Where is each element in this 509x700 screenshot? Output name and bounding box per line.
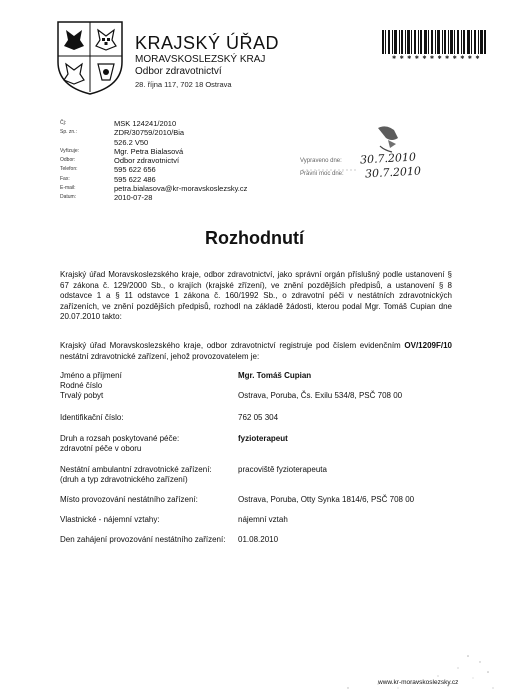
- meta-row-spzn: Sp. zn.: ZDR/30759/2010/Bia: [60, 128, 185, 138]
- care-type-label: Druh a rozsah poskytované péče:: [60, 434, 180, 443]
- stamp-legal-force-label: Právní moc dne:: [300, 171, 344, 177]
- name-value: Mgr. Tomáš Cupian: [238, 371, 312, 380]
- decision-paragraph: Krajský úřad Moravskoslezského kraje, odbor zdravotnictví, jako správní orgán příslušný podle ustanovení § 67 zákona č. 129/2000 Sb., o krajích (krajské zřízení), ve znění pozdějších předpisů, a ustanovení § 8 odstavce 1 a § 11 odstavce 1 zákona č. 160/1992 Sb., o zdravotní péči v nestátních zdravotnických zařízeních, ve znění pozdějších předpisů, rozhodl na základě žádosti, kterou podal Mgr. Tomáš Cupian dne 20.07.2010 takto:: [60, 270, 452, 322]
- registration-paragraph: Krajský úřad Moravskoslezského kraje, odbor zdravotnictví registruje pod číslem evidenčním OV/1209F/10 nestátní zdravotnické zařízení, jehož provozovatelem je:: [60, 341, 452, 361]
- ownership-value: nájemní vztah: [238, 515, 288, 524]
- barcode-number: ✱ ✱ ✱ ✱ ✱ ✱ ✱ ✱ ✱ ✱ ✱ ✱: [392, 55, 481, 61]
- id-label: Identifikační číslo:: [60, 413, 124, 422]
- authority-region: MORAVSKOSLEZSKÝ KRAJ: [135, 54, 266, 65]
- care-field-label: zdravotní péče v oboru: [60, 444, 142, 453]
- place-label: Místo provozování nestátního zařízení:: [60, 495, 198, 504]
- facility-type-label: (druh a typ zdravotnického zařízení): [60, 475, 188, 484]
- birth-number-label: Rodné číslo: [60, 381, 103, 390]
- care-value: fyzioterapeut: [238, 434, 288, 443]
- meta-row-cj: Čj: MSK 124241/2010: [60, 119, 177, 128]
- scan-artifact: [318, 648, 498, 694]
- document-title: Rozhodnutí: [205, 228, 304, 248]
- meta-row-department: Odbor: Odbor zdravotnictví: [60, 156, 180, 166]
- name-label: Jméno a příjmení: [60, 371, 122, 380]
- meta-row-code: 526.2 V50: [114, 137, 149, 147]
- footer-website-link[interactable]: www.kr-moravskoslezsky.cz: [378, 679, 459, 686]
- barcode-image: [382, 30, 486, 54]
- coat-of-arms-logo: [54, 18, 126, 96]
- meta-row-phone: Telefon: 595 622 656: [60, 165, 156, 175]
- meta-row-fax: Fax: 595 622 486: [60, 174, 156, 184]
- meta-row-handler: Vyřizuje: Mgr. Petra Bialasová: [60, 146, 184, 156]
- start-date-value: 01.08.2010: [238, 535, 279, 544]
- meta-row-date: Datum: 2010-07-28: [60, 193, 153, 203]
- residence-label: Trvalý pobyt: [60, 391, 104, 400]
- registration-number: OV/1209F/10: [404, 341, 452, 350]
- handwritten-date-2: 30.7.2010: [364, 164, 422, 181]
- reference-block: [60, 120, 320, 204]
- ownership-label: Vlastnické - nájemní vztahy:: [60, 515, 160, 524]
- authority-title: KRAJSKÝ ÚŘAD: [135, 33, 280, 53]
- place-value: Ostrava, Poruba, Otty Synka 1814/6, PSČ 708 00: [238, 495, 415, 504]
- id-value: 762 05 304: [238, 413, 279, 422]
- authority-address: 28. října 117, 702 18 Ostrava: [135, 80, 232, 89]
- start-date-label: Den zahájení provozování nestátního zařízení:: [60, 535, 226, 544]
- facility-label: Nestátní ambulantní zdravotnické zařízení:: [60, 465, 212, 474]
- meta-row-email: E-mail: petra.bialasova@kr-moravskoslezsky.cz: [60, 184, 248, 194]
- facility-value: pracoviště fyzioterapeuta: [238, 465, 327, 474]
- stamp-dispatch-label: Vypraveno dne:: [300, 158, 342, 164]
- authority-department: Odbor zdravotnictví: [135, 66, 222, 77]
- residence-value: Ostrava, Poruba, Čs. Exilu 534/8, PSČ 708 00: [238, 391, 403, 400]
- handwritten-date-1: 30.7.2010: [359, 150, 417, 167]
